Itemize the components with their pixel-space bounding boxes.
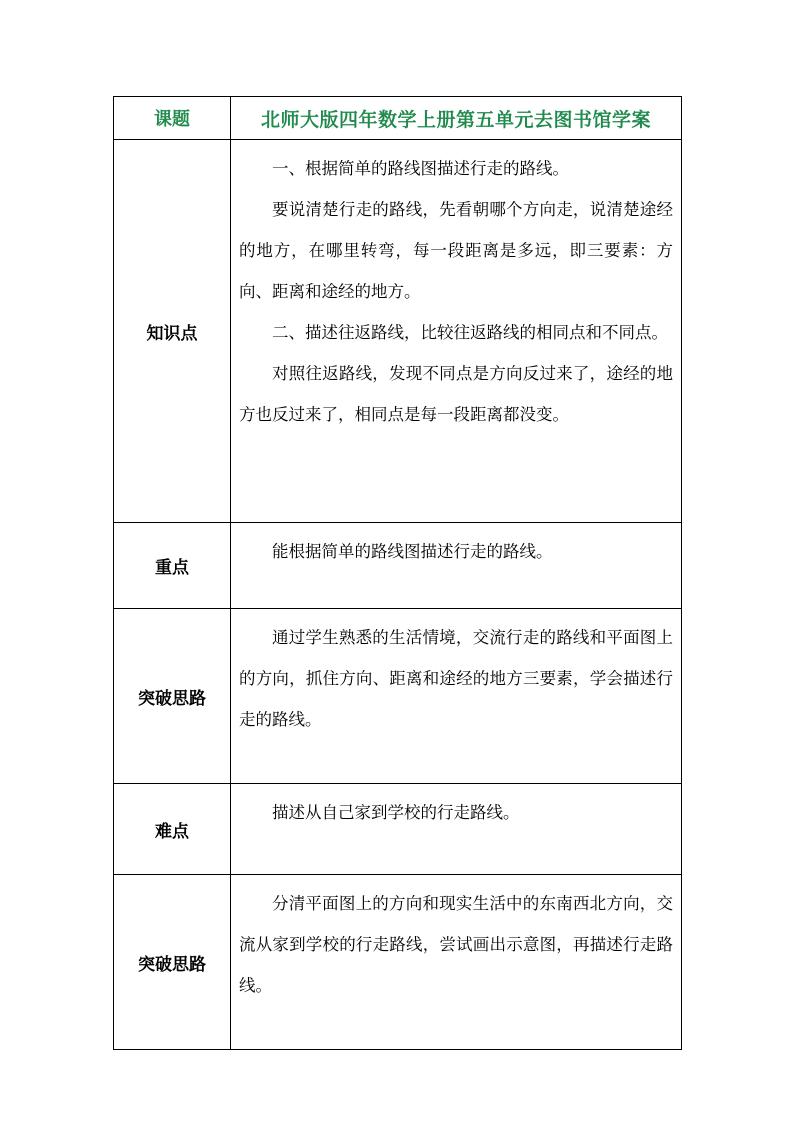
- paragraph: 通过学生熟悉的生活情境，交流行走的路线和平面图上的方向，抓住方向、距离和途经的地方三要素，学会描述行走的路线。: [239, 628, 673, 729]
- row-content-breakthrough-2: [231, 875, 682, 1050]
- row-label-knowledge: 知识点: [114, 140, 231, 523]
- paragraph: 二、描述往返路线，比较往返路线的相同点和不同点。: [272, 323, 668, 342]
- header-row: [114, 97, 682, 140]
- row-content-difficulty: [231, 784, 682, 875]
- table-row-key-point: [114, 523, 682, 609]
- table-row-breakthrough-2: [114, 875, 682, 1050]
- table-row-knowledge: [114, 140, 682, 523]
- table-row-difficulty: [114, 784, 682, 875]
- row-content-breakthrough-1: [231, 609, 682, 784]
- row-content-knowledge: [231, 140, 682, 523]
- lesson-plan-table: [113, 96, 682, 1050]
- paragraph: 分清平面图上的方向和现实生活中的东南西北方向，交流从家到学校的行走路线，尝试画出示意图，再描述行走路线。: [239, 894, 673, 995]
- paragraph: 能根据简单的路线图描述行走的路线。: [272, 542, 553, 561]
- paragraph: 描述从自己家到学校的行走路线。: [272, 803, 520, 822]
- paragraph: 对照往返路线，发现不同点是方向反过来了，途经的地方也反过来了，相同点是每一段距离都没变。: [239, 364, 673, 424]
- row-label-key-point: 重点: [114, 523, 231, 609]
- paragraph: 要说清楚行走的路线，先看朝哪个方向走，说清楚途经的地方，在哪里转弯，每一段距离是多远，即三要素：方向、距离和途经的地方。: [239, 200, 673, 301]
- row-label-breakthrough-2: 突破思路: [114, 875, 231, 1050]
- row-label-breakthrough-1: 突破思路: [114, 609, 231, 784]
- row-label-difficulty: 难点: [114, 784, 231, 875]
- header-label: 课题: [114, 97, 231, 140]
- table-row-breakthrough-1: [114, 609, 682, 784]
- row-content-key-point: [231, 523, 682, 609]
- paragraph: 一、根据简单的路线图描述行走的路线。: [272, 159, 569, 178]
- lesson-title: 北师大版四年数学上册第五单元去图书馆学案: [231, 97, 682, 140]
